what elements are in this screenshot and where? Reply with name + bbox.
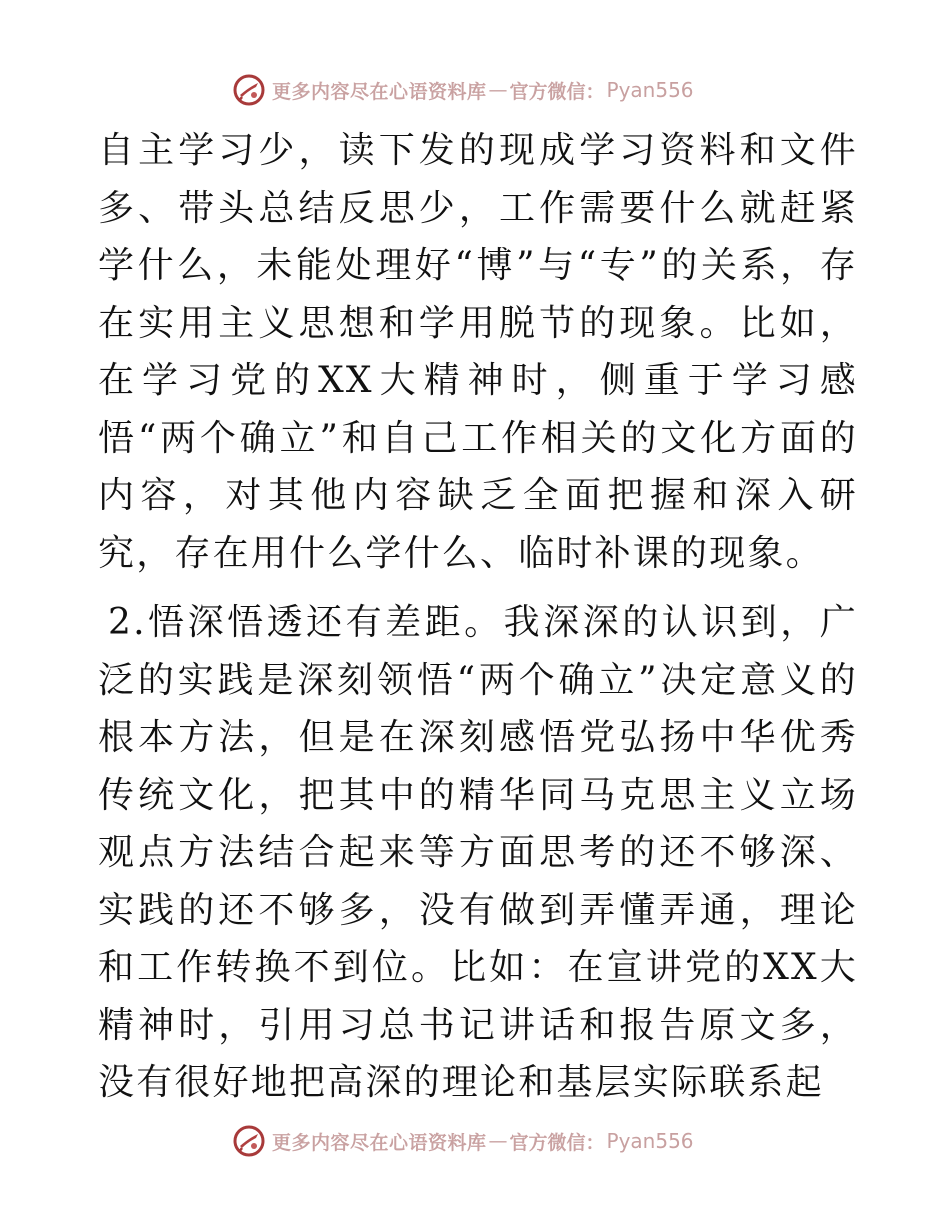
book-quill-logo-icon bbox=[232, 73, 266, 107]
paragraph-study: 自主学习少，读下发的现成学习资料和文件多、带头总结反思少，工作需要什么就赶紧学什么，未能处理好“博”与“专”的关系，存在实用主义思想和学用脱节的现象。比如，在学习党的XX大精神时，侧重于学习感悟“两个确立”和自己工作相关的文化方面的内容，对其他内容缺乏全面把握和深入研究，存在用什么学什么、临时补课的现象。 bbox=[98, 130, 858, 574]
watermark-separator: — bbox=[488, 79, 508, 101]
watermark-wechat-id: Pyan556 bbox=[606, 78, 694, 102]
watermark-text: 更多内容尽在心语资料库 bbox=[272, 1131, 487, 1154]
document-body bbox=[98, 122, 858, 1112]
book-quill-logo-icon bbox=[232, 1124, 266, 1158]
watermark-text: 更多内容尽在心语资料库 bbox=[272, 80, 487, 103]
header-watermark bbox=[232, 73, 694, 107]
paragraph-comprehension: 2.悟深悟透还有差距。我深深的认识到，广泛的实践是深刻领悟“两个确立”决定意义的根本方法，但是在深刻感悟党弘扬中华优秀传统文化，把其中的精华同马克思主义立场观点方法结合起来等方面思考的还不够深、实践的还不够多，没有做到弄懂弄通，理论和工作转换不到位。比如：在宣讲党的XX大精神时，引用习总书记讲话和报告原文多，没有很好地把高深的理论和基层实际联系起 bbox=[98, 602, 858, 1103]
watermark-wechat-label: 官方微信： bbox=[509, 80, 605, 103]
footer-watermark bbox=[232, 1124, 694, 1158]
watermark-separator: — bbox=[488, 1130, 508, 1152]
watermark-wechat-label: 官方微信： bbox=[509, 1131, 605, 1154]
watermark-wechat-id: Pyan556 bbox=[606, 1129, 694, 1153]
